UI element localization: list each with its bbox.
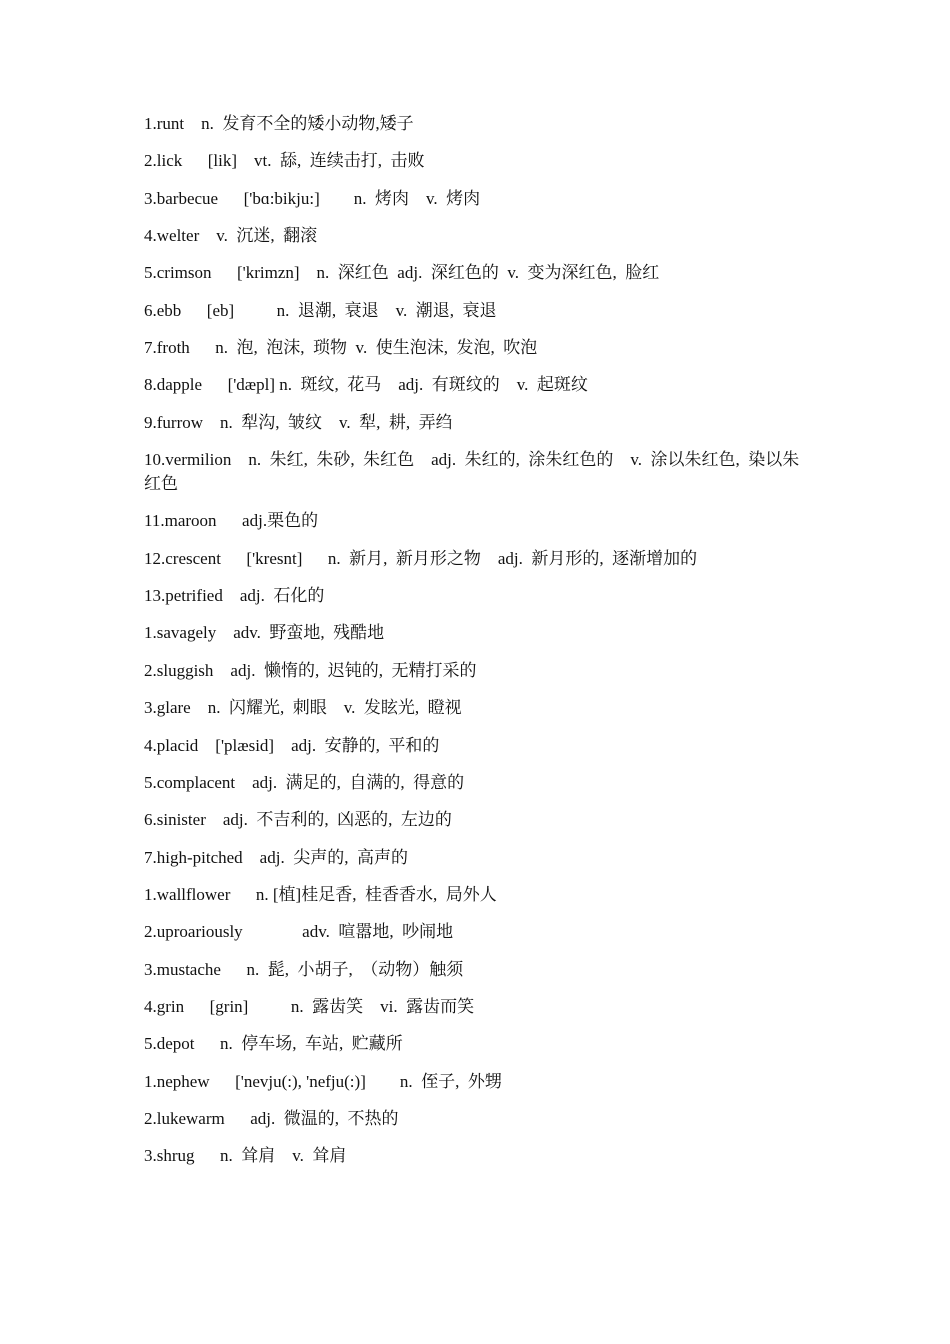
vocab-entry: 3.barbecue ['bɑ:bikju:] n. 烤肉 v. 烤肉 (144, 188, 481, 208)
vocab-entry: 8.dapple ['dæpl] n. 斑纹, 花马 adj. 有斑纹的 v. 起斑纹 (144, 375, 588, 395)
vocab-entry: 3.glare n. 闪耀光, 刺眼 v. 发眩光, 瞪视 (144, 698, 462, 718)
vocab-entry: 5.crimson ['krimzn] n. 深红色 adj. 深红色的 v. 变为深红色, 脸红 (144, 263, 660, 283)
vocab-entry: 2.sluggish adj. 懒惰的, 迟钝的, 无精打采的 (144, 660, 477, 680)
vocab-entry: 6.sinister adj. 不吉利的, 凶恶的, 左边的 (144, 810, 452, 830)
vocab-entry: 13.petrified adj. 石化的 (144, 586, 325, 606)
vocab-entry: 4.welter v. 沉迷, 翻滚 (144, 226, 318, 246)
vocab-entry: 4.placid ['plæsid] adj. 安静的, 平和的 (144, 735, 440, 755)
vocab-entry: 5.depot n. 停车场, 车站, 贮藏所 (144, 1034, 403, 1054)
vocab-entry: 6.ebb [eb] n. 退潮, 衰退 v. 潮退, 衰退 (144, 300, 497, 320)
vocab-entry: 11.maroon adj.栗色的 (144, 511, 319, 531)
vocabulary-list (144, 112, 804, 1182)
vocab-entry: 2.uproariously adv. 喧嚣地, 吵闹地 (144, 922, 454, 942)
vocab-entry: 5.complacent adj. 满足的, 自满的, 得意的 (144, 772, 465, 792)
vocab-entry: 2.lukewarm adj. 微温的, 不热的 (144, 1108, 399, 1128)
vocab-entry: 12.crescent ['kresnt] n. 新月, 新月形之物 adj. 新月形的, 逐渐增加的 (144, 548, 698, 568)
vocab-entry: 1.wallflower n. [植]桂足香, 桂香香水, 局外人 (144, 884, 497, 904)
vocab-entry: 1.nephew ['nevju(:), 'nefju(:)] n. 侄子, 外甥 (144, 1071, 502, 1091)
vocab-entry: 7.froth n. 泡, 泡沫, 琐物 v. 使生泡沫, 发泡, 吹泡 (144, 338, 538, 358)
vocab-entry: 10.vermilion n. 朱红, 朱砂, 朱红色 adj. 朱红的, 涂朱红色的 v. 涂以朱红色, 染以朱红色 (144, 450, 800, 494)
vocab-entry: 7.high-pitched adj. 尖声的, 高声的 (144, 847, 408, 867)
vocab-entry: 3.shrug n. 耸肩 v. 耸肩 (144, 1146, 347, 1166)
vocab-entry: 2.lick [lik] vt. 舔, 连续击打, 击败 (144, 151, 425, 171)
vocab-entry: 9.furrow n. 犁沟, 皱纹 v. 犁, 耕, 弄绉 (144, 412, 453, 432)
vocab-entry: 4.grin [grin] n. 露齿笑 vi. 露齿而笑 (144, 996, 475, 1016)
vocab-entry: 1.runt n. 发育不全的矮小动物,矮子 (144, 114, 414, 133)
vocab-entry: 3.mustache n. 髭, 小胡子, （动物）触须 (144, 959, 464, 979)
vocab-entry: 1.savagely adv. 野蛮地, 残酷地 (144, 623, 385, 643)
